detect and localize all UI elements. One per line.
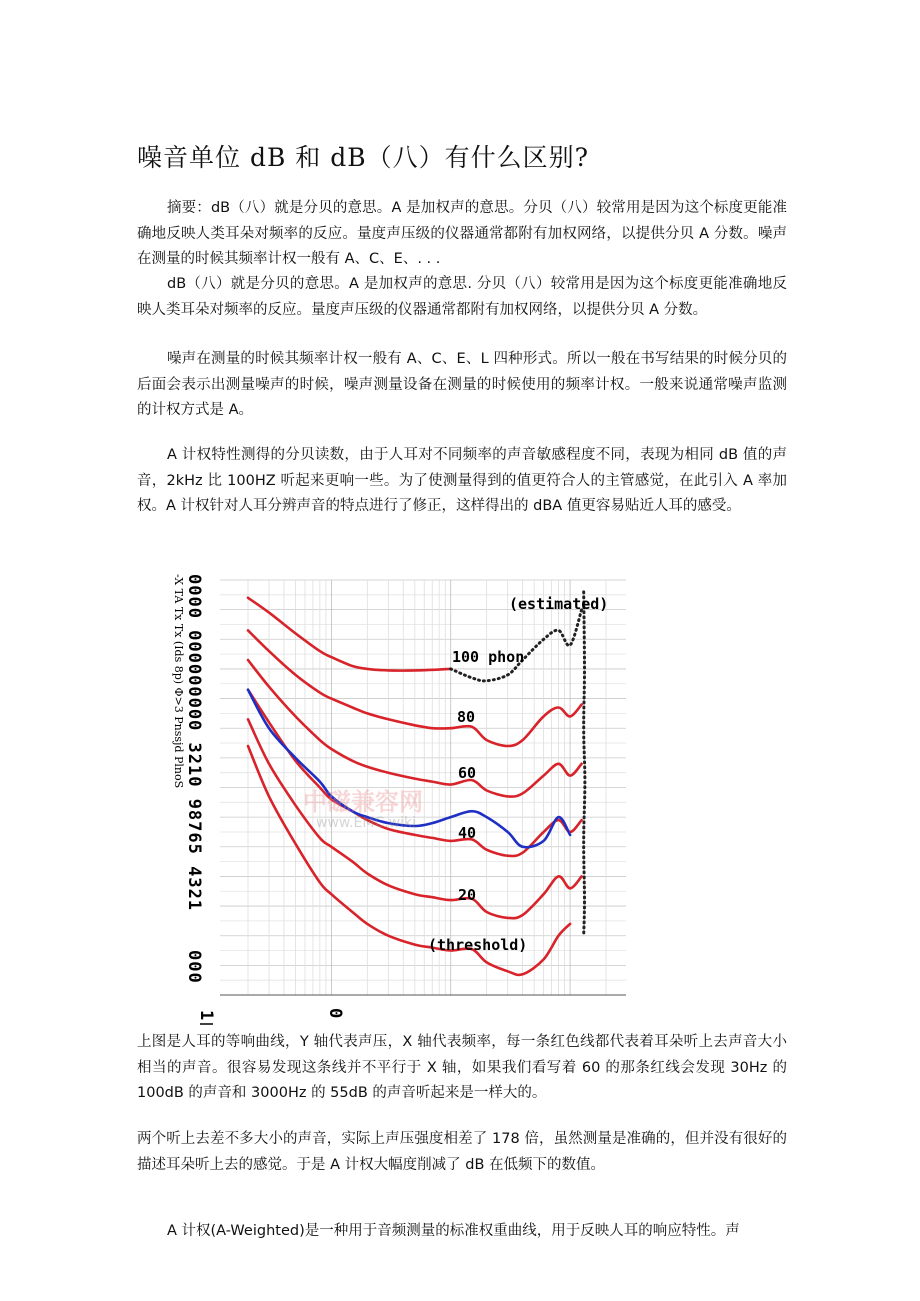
label-60: 60 bbox=[458, 764, 477, 782]
y-axis-caption: -X TA Tx Tx (Ids 8p) Φ>3 Pnssjd PlnoS bbox=[172, 574, 185, 789]
paragraph-definition: dB（八）就是分贝的意思。A 是加权声的意思. 分贝（八）较常用是因为这个标度更能准确地反映人类耳朵对频率的反应。量度声压级的仪器通常都附有加权网络，以提供分贝 A 分数。 bbox=[137, 276, 787, 318]
axis-bottom-zero: 0 bbox=[325, 1008, 345, 1019]
watermark bbox=[303, 788, 423, 831]
series-high-frequency-boundary bbox=[584, 592, 585, 936]
paragraph-weighting-types: 噪声在测量的时候其频率计权一般有 A、C、E、L 四种形式。所以一般在书写结果的时候分贝的后面会表示出测量噪声的时候，噪声测量设备在测量的时候使用的频率计权。一般来说通常噪声监测的计权方式是 A。 bbox=[137, 351, 787, 418]
equal-loudness-chart bbox=[168, 570, 638, 1030]
paragraph-abstract: 摘要：dB（八）就是分贝的意思。A 是加权声的意思。分贝（八）较常用是因为这个标度更能准确地反映人类耳朵对频率的反应。量度声压级的仪器通常都附有加权网络，以提供分贝 A 分数。噪声在测量的时候其频率计权一般有 A、C、E、. . . bbox=[137, 200, 787, 267]
paragraph-equal-loudness: 上图是人耳的等响曲线，Y 轴代表声压，X 轴代表频率，每一条红色线都代表着耳朵听上去声音大小相当的声音。很容易发现这条线并不平行于 X 轴，如果我们看写着 60 的那条红线会发现 30Hz 的 100dB 的声音和 3000Hz 的 55dB 的声音听起来是一样大的。 bbox=[137, 1034, 787, 1101]
label-20: 20 bbox=[458, 886, 477, 904]
label-80: 80 bbox=[457, 708, 476, 726]
watermark-url: www.EMC.wiki bbox=[316, 815, 417, 831]
label-40: 40 bbox=[458, 824, 477, 842]
y-axis-numbers-bottom: 000 bbox=[184, 950, 204, 984]
label-estimated: (estimated) bbox=[509, 595, 609, 613]
watermark-cn: 中磁兼容网 bbox=[303, 788, 423, 816]
paragraph-a-weighting: A 计权特性测得的分贝读数，由于人耳对不同频率的声音敏感程度不同，表现为相同 dB 值的声音，2kHz 比 100HZ 听起来更响一些。为了使测量得到的值更符合人的主管感觉，在此引入 A 率加权。A 计权针对人耳分辨声音的特点进行了修正，这样得出的 dBA 值更容易贴近人耳的感受。 bbox=[137, 447, 787, 514]
axis-bottom-left: 1 bbox=[196, 1010, 216, 1021]
equal-loudness-figure bbox=[168, 570, 638, 1030]
y-axis-numbers: 0000 000000000 3210 98765 4321 bbox=[184, 574, 204, 912]
page-title: 噪音单位 dB 和 dB（八）有什么区别? bbox=[137, 143, 589, 172]
paragraph-178-times: 两个听上去差不多大小的声音，实际上声压强度相差了 178 倍，虽然测量是准确的，但并没有很好的描述耳朵听上去的感觉。于是 A 计权大幅度削减了 dB 在低频下的数值。 bbox=[137, 1131, 787, 1173]
label-100-phon: 100 phon bbox=[452, 648, 525, 666]
label-threshold: (threshold) bbox=[428, 936, 528, 954]
paragraph-a-weighted-def: A 计权(A-Weighted)是一种用于音频测量的标准权重曲线，用于反映人耳的响应特性。声 bbox=[167, 1223, 740, 1239]
